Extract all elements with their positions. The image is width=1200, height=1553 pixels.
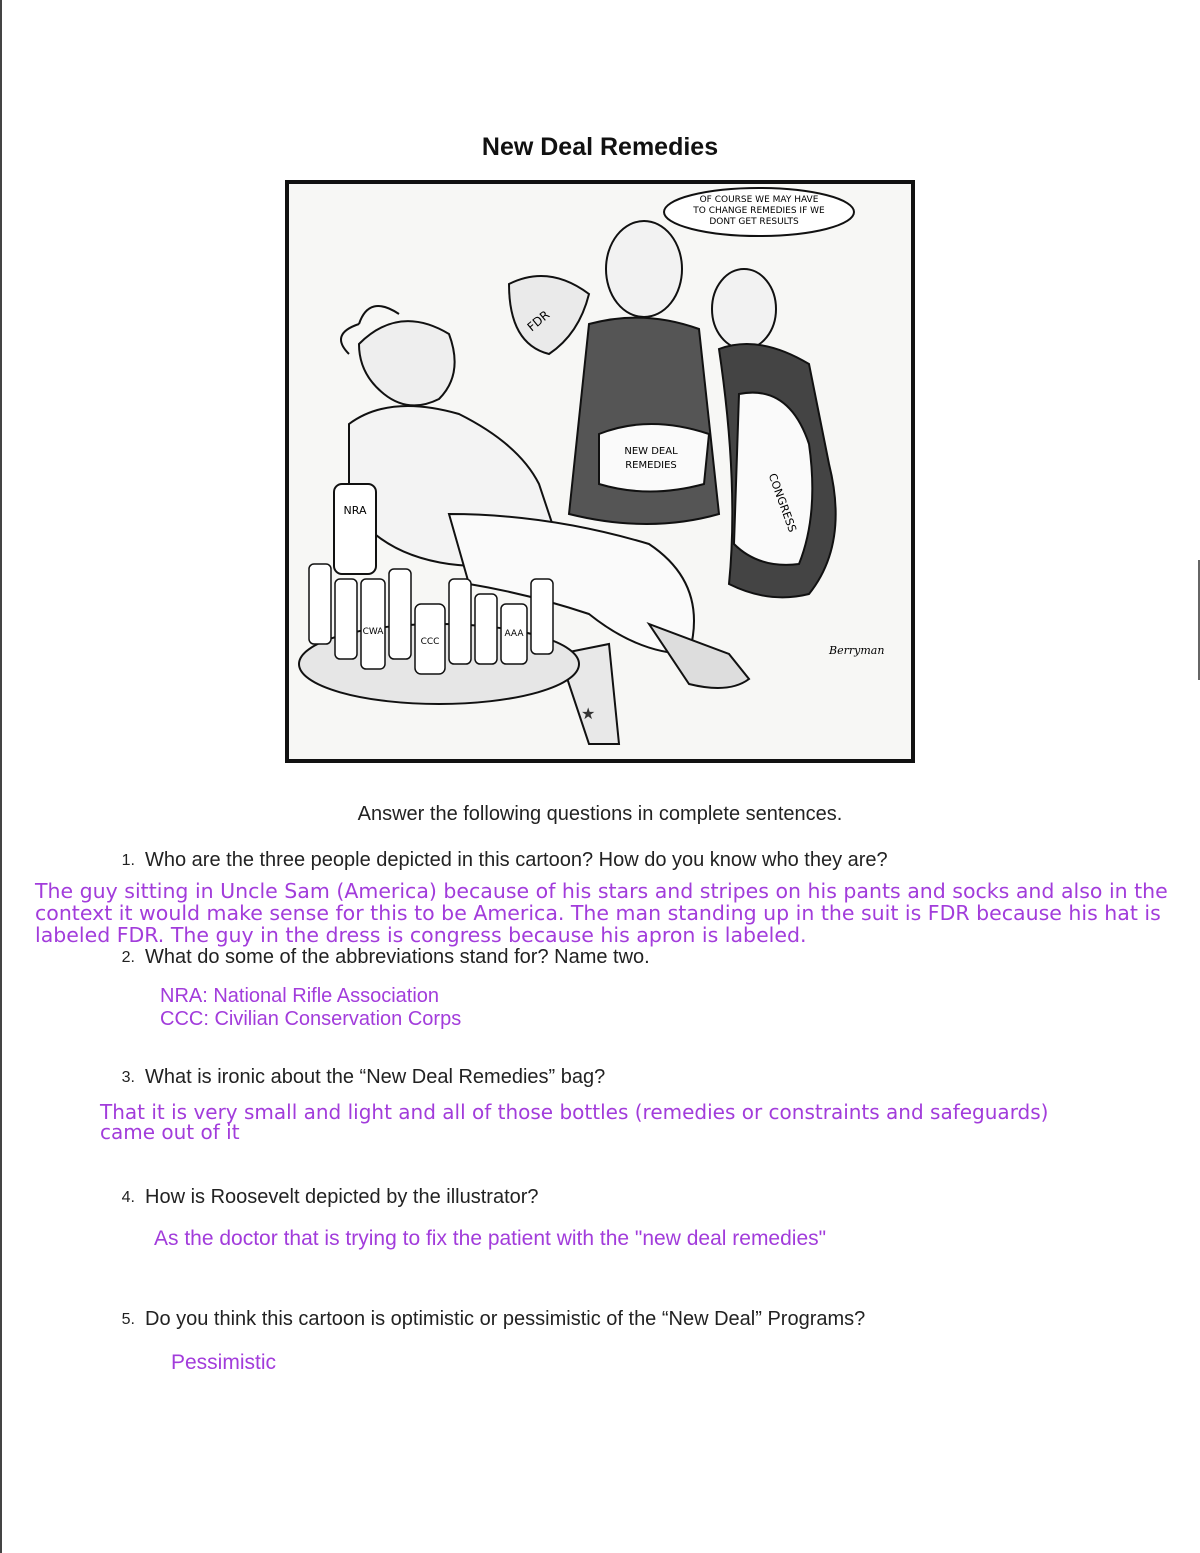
- answer-1-line-1: The guy sitting in Uncle Sam (America) because of his stars and stripes on his pants and socks and also in the: [35, 879, 1168, 903]
- fdr-figure: [509, 221, 719, 524]
- answer-5: Pessimistic: [171, 1351, 277, 1374]
- question-5-number: 5.: [121, 1311, 135, 1328]
- question-2: [121, 946, 650, 969]
- speech-line-2: TO CHANGE REMEDIES IF WE: [693, 206, 825, 216]
- answer-2-line-1: NRA: National Rifle Association: [160, 985, 440, 1007]
- artist-signature: Berryman: [829, 644, 885, 657]
- apron-label: CONGRESS: [765, 471, 799, 534]
- question-3: [121, 1066, 606, 1089]
- speech-line-3: DONT GET RESULTS: [709, 217, 799, 227]
- answer-1-line-3: labeled FDR. The guy in the dress is congress because his apron is labeled.: [35, 923, 807, 947]
- question-4: [121, 1186, 539, 1209]
- question-1-number: 1.: [121, 852, 135, 869]
- question-1-text: Who are the three people depicted in this cartoon? How do you know who they are?: [145, 849, 888, 871]
- question-4-text: How is Roosevelt depicted by the illustrator?: [145, 1186, 539, 1208]
- question-1: [121, 849, 888, 872]
- answer-1: [35, 880, 1168, 946]
- bag-label-line-2: REMEDIES: [625, 460, 677, 471]
- question-4-number: 4.: [121, 1189, 135, 1206]
- question-3-number: 3.: [121, 1069, 135, 1086]
- svg-text:★: ★: [581, 706, 596, 723]
- cartoon-illustration: [289, 184, 911, 759]
- answer-4: As the doctor that is trying to fix the patient with the "new deal remedies": [154, 1227, 827, 1250]
- question-3-text: What is ironic about the “New Deal Remedies” bag?: [145, 1066, 606, 1088]
- bottle-label-ccc: CCC: [420, 637, 440, 647]
- question-5-text: Do you think this cartoon is optimistic or pessimistic of the “New Deal” Programs?: [145, 1308, 866, 1330]
- answer-2: [160, 985, 461, 1031]
- answer-3-line-2: came out of it: [100, 1120, 240, 1144]
- page-title: New Deal Remedies: [481, 133, 719, 161]
- bag-label-line-1: NEW DEAL: [624, 446, 678, 457]
- answer-2-line-2: CCC: Civilian Conservation Corps: [160, 1008, 462, 1030]
- bottle-label-cwa: CWA: [362, 627, 384, 637]
- question-2-number: 2.: [121, 949, 135, 966]
- answer-1-line-2: context it would make sense for this to be America. The man standing up in the suit is FDR because his hat is: [35, 901, 1161, 925]
- hat-label: FDR: [524, 307, 553, 335]
- question-2-text: What do some of the abbreviations stand for? Name two.: [145, 946, 650, 968]
- political-cartoon: [285, 180, 915, 763]
- bottle-label-nra: NRA: [343, 504, 367, 517]
- answer-3: [100, 1102, 1048, 1142]
- congress-figure: [712, 269, 836, 597]
- answer-3-line-1: That it is very small and light and all of those bottles (remedies or constraints and safeguards): [100, 1100, 1049, 1124]
- question-5: [121, 1308, 866, 1331]
- bottle-label-aaa: AAA: [504, 629, 524, 639]
- speech-line-1: OF COURSE WE MAY HAVE: [699, 195, 819, 205]
- instructions: Answer the following questions in complete sentences.: [357, 803, 843, 825]
- page-left-edge: [0, 0, 2, 1553]
